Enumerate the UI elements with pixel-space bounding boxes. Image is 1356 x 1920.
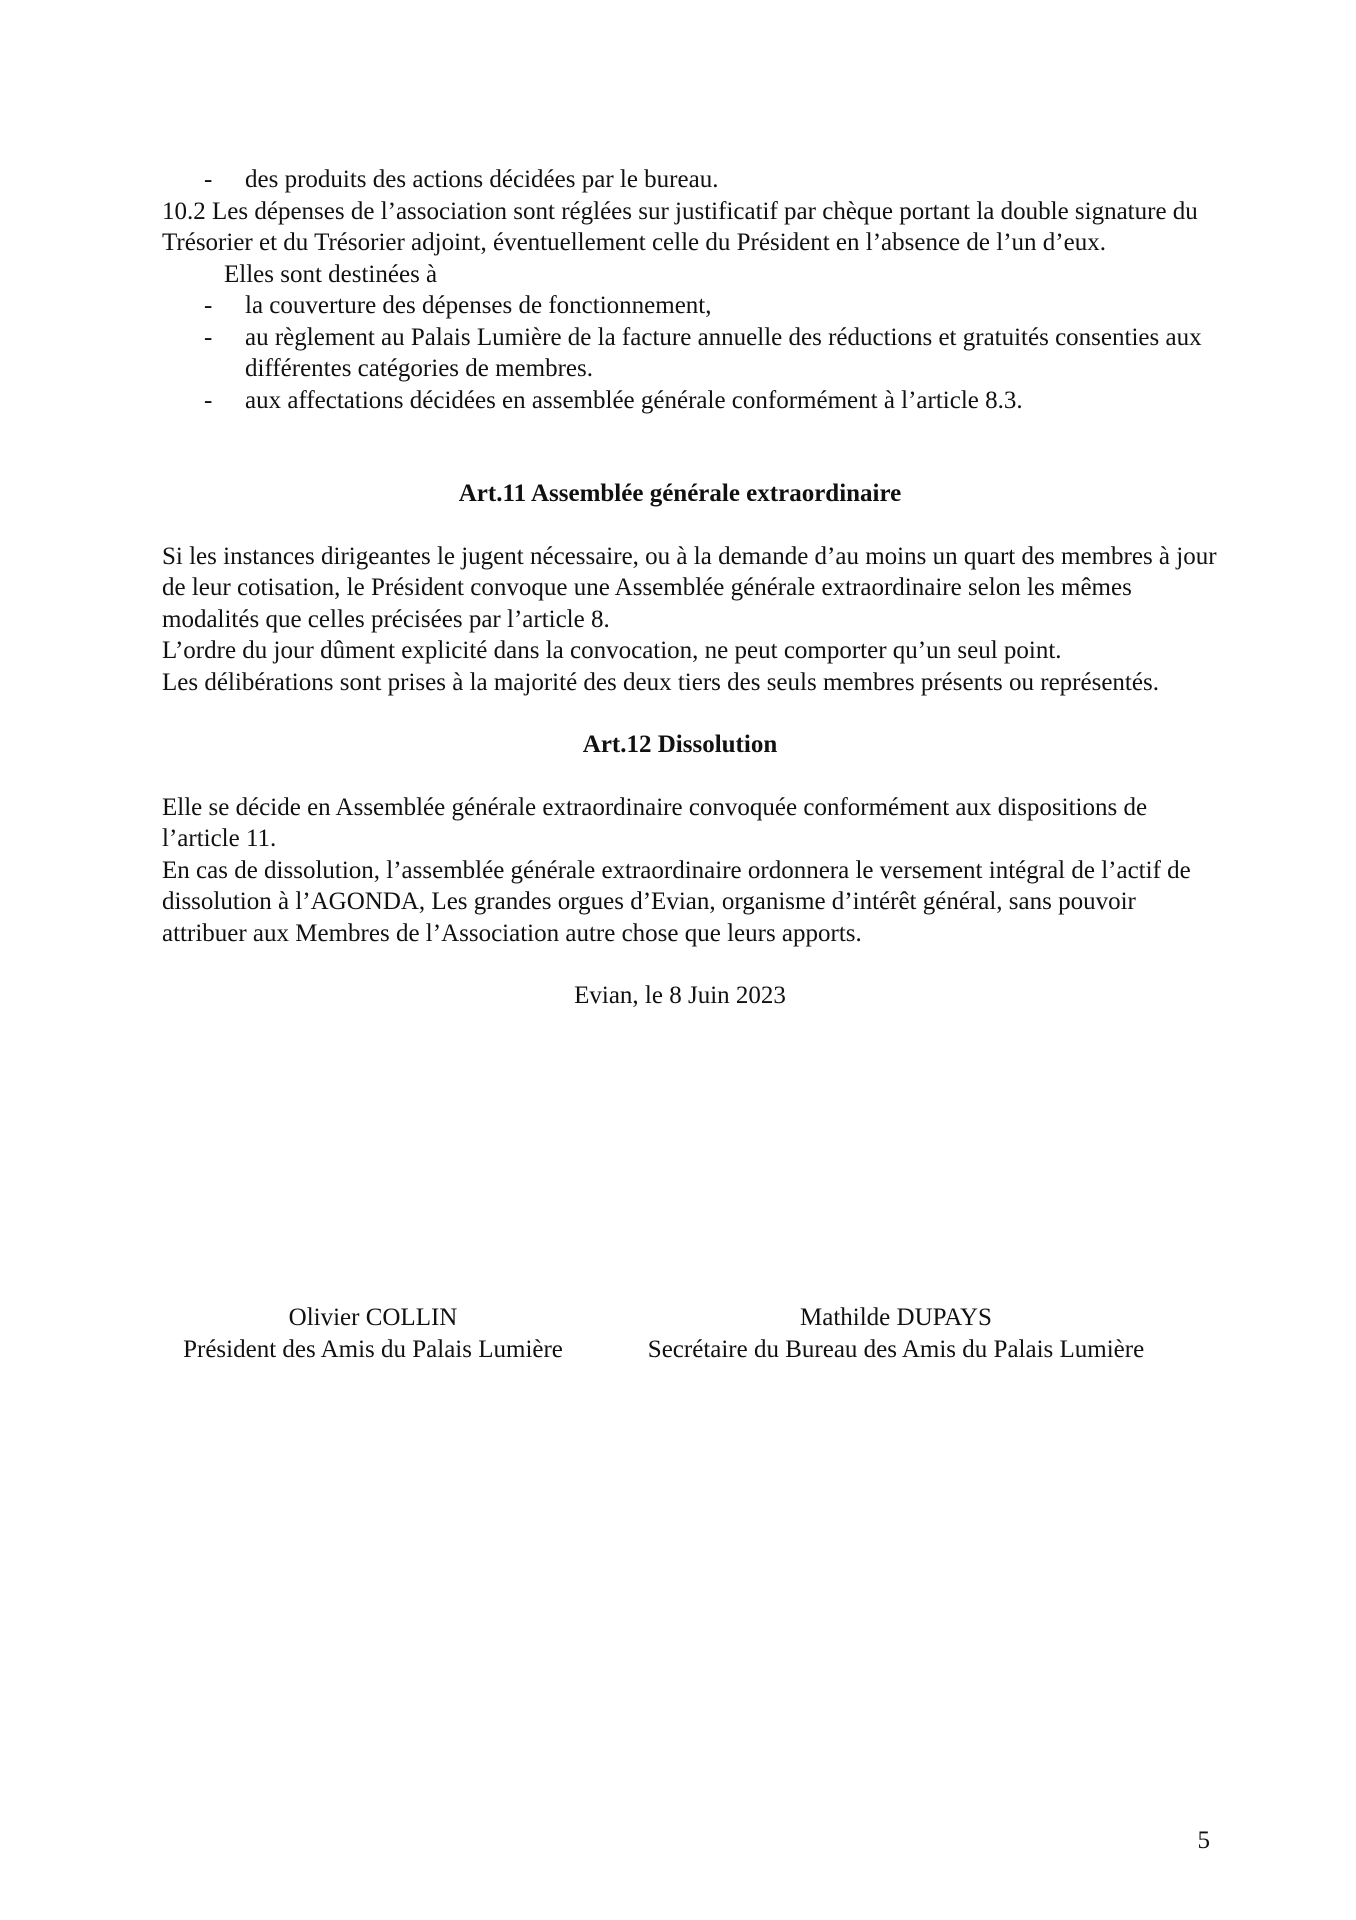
- document-body: [162, 164, 1222, 1012]
- page-number: 5: [1197, 1827, 1210, 1854]
- signatory-title: Secrétaire du Bureau des Amis du Palais Lumière: [647, 1335, 1145, 1363]
- spacer: [162, 949, 1222, 980]
- art12-heading: Art.12 Dissolution: [582, 731, 778, 758]
- bullet-text: au règlement au Palais Lumière de la facture annuelle des réductions et gratuités consenties aux différentes catégories de membres.: [245, 323, 1202, 382]
- list-item: [204, 290, 1222, 322]
- art11-heading: Art.11 Assemblée générale extraordinaire: [458, 480, 902, 507]
- signature-left: [162, 1302, 584, 1365]
- bullet-text: des produits des actions décidées par le bureau.: [245, 166, 719, 193]
- spacer: [162, 761, 1222, 792]
- list-item: [204, 385, 1222, 417]
- art11-paragraph-3: Les délibérations sont prises à la majorité des deux tiers des seuls membres présents ou représentés.: [162, 668, 1159, 696]
- date-line: Evian, le 8 Juin 2023: [574, 982, 786, 1009]
- list-item: [204, 164, 1222, 196]
- spacer: [162, 510, 1222, 541]
- art11-paragraph-1: Si les instances dirigeantes le jugent nécessaire, ou à la demande d’au moins un quart des membres à jour de leur cotisation, le Président convoque une Assemblée générale extraordinaire selon les mêmes modalités que celles précisées par l’article 8.: [162, 542, 1217, 633]
- art12-paragraph-2: En cas de dissolution, l’assemblée générale extraordinaire ordonnera le versement intégral de l’actif de dissolution à l’AGONDA, Les grandes orgues d’Evian, organisme d’intérêt général, sans pouvoir attribuer aux Membres de l’Association autre chose que leurs apports.: [162, 856, 1191, 947]
- signatory-name: Mathilde DUPAYS: [800, 1304, 992, 1331]
- spacer: [162, 416, 1222, 478]
- bullet-text: la couverture des dépenses de fonctionnement,: [245, 292, 712, 319]
- bullet-dash: -: [204, 166, 213, 193]
- bullet-dash: -: [204, 292, 213, 319]
- signature-right: [616, 1302, 1176, 1365]
- art11-paragraph-2: L’ordre du jour dûment explicité dans la convocation, ne peut comporter qu’un seul point.: [162, 637, 1062, 664]
- art12-paragraph-1: Elle se décide en Assemblée générale extraordinaire convoquée conformément aux dispositions de l’article 11.: [162, 793, 1148, 852]
- bullet-dash: -: [204, 386, 213, 414]
- signatory-title: Président des Amis du Palais Lumière: [183, 1335, 563, 1363]
- bullet-dash: -: [204, 323, 213, 351]
- intro-destinees: Elles sont destinées à: [224, 260, 438, 288]
- signatory-name: Olivier COLLIN: [288, 1304, 458, 1331]
- paragraph-10-2: 10.2 Les dépenses de l’association sont réglées sur justificatif par chèque portant la double signature du Trésorier et du Trésorier adjoint, éventuellement celle du Président en l’absence de l’un d’eux.: [162, 197, 1198, 256]
- list-item: [204, 322, 1222, 385]
- spacer: [162, 698, 1222, 729]
- bullet-text: aux affectations décidées en assemblée générale conformément à l’article 8.3.: [245, 386, 1023, 414]
